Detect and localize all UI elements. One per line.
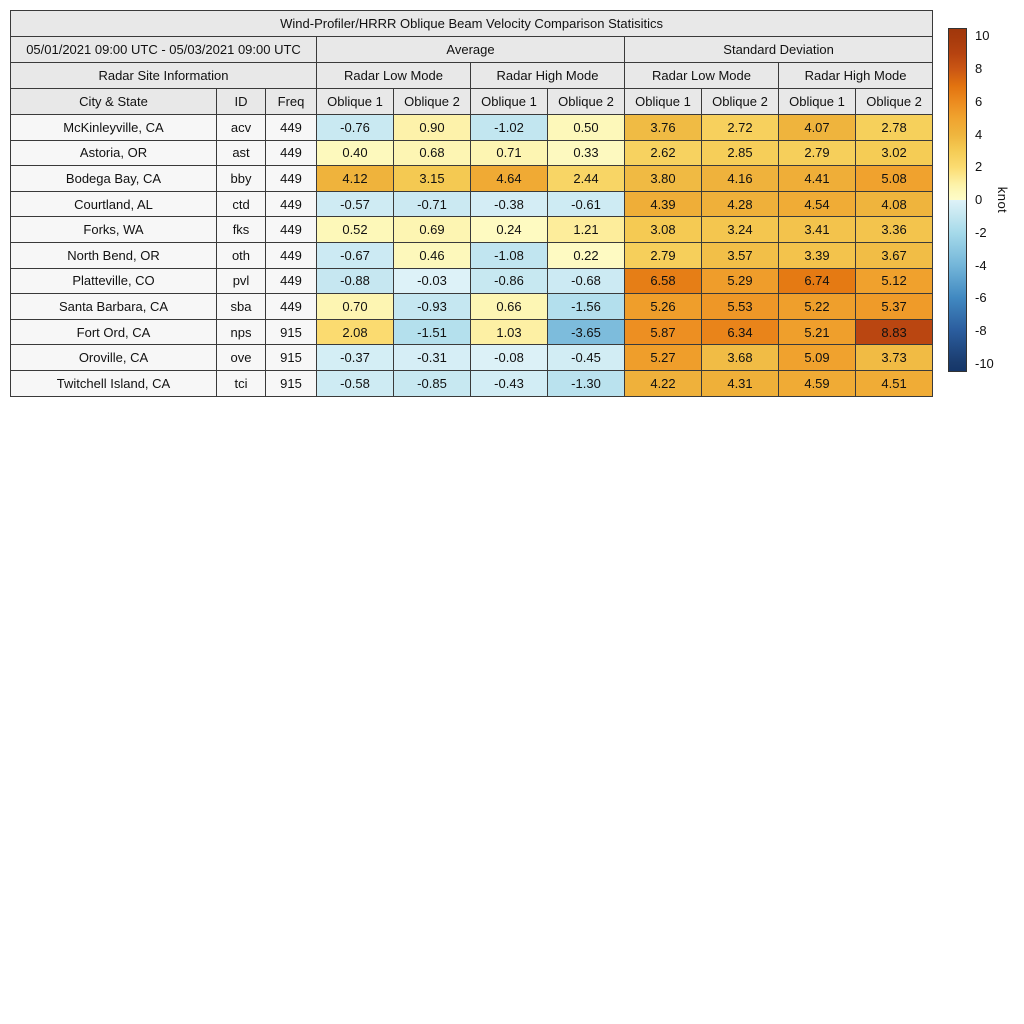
value-cell: 8.83 [856,319,933,345]
col-header-oblique: Oblique 2 [702,89,779,115]
value-cell: 3.24 [702,217,779,243]
city-cell: Oroville, CA [11,345,217,371]
freq-cell: 449 [266,242,317,268]
value-cell: 4.39 [625,191,702,217]
mode-header-avg-high: Radar High Mode [471,63,625,89]
value-cell: 0.71 [471,140,548,166]
value-cell: -1.56 [548,294,625,320]
colorbar-tick-label: 2 [975,159,983,175]
value-cell: 0.68 [394,140,471,166]
id-cell: sba [217,294,266,320]
city-cell: Forks, WA [11,217,217,243]
table-row [11,191,933,217]
value-cell: -0.57 [317,191,394,217]
value-cell: 0.70 [317,294,394,320]
col-header-city: City & State [11,89,217,115]
id-cell: nps [217,319,266,345]
col-header-oblique: Oblique 1 [779,89,856,115]
value-cell: 2.78 [856,115,933,141]
value-cell: -0.61 [548,191,625,217]
value-cell: 2.08 [317,319,394,345]
table-row [11,268,933,294]
city-cell: North Bend, OR [11,242,217,268]
col-header-id: ID [217,89,266,115]
table-row [11,166,933,192]
value-cell: 3.36 [856,217,933,243]
value-cell: 4.12 [317,166,394,192]
freq-cell: 915 [266,370,317,396]
id-cell: ove [217,345,266,371]
statistics-table [10,10,933,397]
colorbar-tick-label: -6 [975,290,987,306]
value-cell: -0.03 [394,268,471,294]
value-cell: 2.44 [548,166,625,192]
value-cell: 3.57 [702,242,779,268]
id-cell: pvl [217,268,266,294]
value-cell: 0.69 [394,217,471,243]
id-cell: oth [217,242,266,268]
value-cell: 6.74 [779,268,856,294]
value-cell: 3.41 [779,217,856,243]
value-cell: 4.16 [702,166,779,192]
col-header-oblique: Oblique 2 [394,89,471,115]
colorbar-tick-label: 8 [975,61,983,76]
city-cell: Fort Ord, CA [11,319,217,345]
value-cell: -0.76 [317,115,394,141]
value-cell: -1.08 [471,242,548,268]
mode-header-row [11,63,933,89]
value-cell: 4.54 [779,191,856,217]
value-cell: 4.22 [625,370,702,396]
value-cell: -0.67 [317,242,394,268]
value-cell: 5.21 [779,319,856,345]
value-cell: 2.79 [779,140,856,166]
value-cell: 3.73 [856,345,933,371]
value-cell: -3.65 [548,319,625,345]
freq-cell: 915 [266,319,317,345]
table-row [11,140,933,166]
value-cell: -0.93 [394,294,471,320]
value-cell: 4.41 [779,166,856,192]
value-cell: -0.58 [317,370,394,396]
value-cell: 4.64 [471,166,548,192]
colorbar-tick-label: 0 [975,192,983,207]
city-cell: Courtland, AL [11,191,217,217]
table-title: Wind-Profiler/HRRR Oblique Beam Velocity Comparison Statisitics [11,11,933,37]
value-cell: 5.12 [856,268,933,294]
colorbar-tick-label: 10 [975,28,990,44]
freq-cell: 449 [266,166,317,192]
city-cell: Astoria, OR [11,140,217,166]
colorbar-gradient [948,28,967,372]
freq-cell: 915 [266,345,317,371]
id-cell: bby [217,166,266,192]
value-cell: 3.02 [856,140,933,166]
colorbar-tick-label: -8 [975,323,987,338]
colorbar [948,28,1024,372]
freq-cell: 449 [266,268,317,294]
table-row [11,370,933,396]
colorbar-tick-label: 6 [975,93,983,109]
table-row [11,242,933,268]
value-cell: 4.31 [702,370,779,396]
col-header-oblique: Oblique 1 [317,89,394,115]
id-cell: fks [217,217,266,243]
value-cell: -0.45 [548,345,625,371]
value-cell: -0.38 [471,191,548,217]
id-cell: acv [217,115,266,141]
value-cell: 4.08 [856,191,933,217]
city-cell: Twitchell Island, CA [11,370,217,396]
freq-cell: 449 [266,115,317,141]
colorbar-tick-label: -4 [975,257,987,273]
value-cell: 6.58 [625,268,702,294]
id-cell: ctd [217,191,266,217]
freq-cell: 449 [266,140,317,166]
value-cell: -1.51 [394,319,471,345]
value-cell: 4.28 [702,191,779,217]
freq-cell: 449 [266,191,317,217]
value-cell: -0.08 [471,345,548,371]
colorbar-tick-label: 4 [975,126,983,142]
value-cell: -1.02 [471,115,548,141]
freq-cell: 449 [266,294,317,320]
value-cell: 4.51 [856,370,933,396]
value-cell: 0.50 [548,115,625,141]
value-cell: 3.15 [394,166,471,192]
value-cell: -0.85 [394,370,471,396]
table-row [11,294,933,320]
mode-header-std-low: Radar Low Mode [625,63,779,89]
value-cell: 2.85 [702,140,779,166]
value-cell: 2.79 [625,242,702,268]
group-header-row [11,37,933,63]
value-cell: 4.59 [779,370,856,396]
freq-cell: 449 [266,217,317,243]
value-cell: 3.80 [625,166,702,192]
value-cell: -0.68 [548,268,625,294]
group-std-header: Standard Deviation [625,37,933,63]
value-cell: -0.88 [317,268,394,294]
colorbar-tick-label: -2 [975,224,987,240]
value-cell: 1.21 [548,217,625,243]
value-cell: 5.08 [856,166,933,192]
value-cell: 0.40 [317,140,394,166]
value-cell: 5.87 [625,319,702,345]
table-body [11,115,933,397]
value-cell: 4.07 [779,115,856,141]
column-header-row [11,89,933,115]
table-row [11,345,933,371]
city-cell: McKinleyville, CA [11,115,217,141]
value-cell: 5.22 [779,294,856,320]
value-cell: 5.27 [625,345,702,371]
value-cell: -0.86 [471,268,548,294]
city-cell: Bodega Bay, CA [11,166,217,192]
value-cell: -0.43 [471,370,548,396]
value-cell: 5.37 [856,294,933,320]
table-row [11,319,933,345]
date-range: 05/01/2021 09:00 UTC - 05/03/2021 09:00 UTC [11,37,317,63]
group-average-header: Average [317,37,625,63]
col-header-oblique: Oblique 1 [625,89,702,115]
value-cell: 1.03 [471,319,548,345]
mode-header-std-high: Radar High Mode [779,63,933,89]
id-cell: ast [217,140,266,166]
value-cell: 6.34 [702,319,779,345]
value-cell: 5.29 [702,268,779,294]
table-row [11,217,933,243]
col-header-oblique: Oblique 1 [471,89,548,115]
value-cell: 3.67 [856,242,933,268]
value-cell: 0.46 [394,242,471,268]
city-cell: Santa Barbara, CA [11,294,217,320]
city-cell: Platteville, CO [11,268,217,294]
table-row [11,115,933,141]
site-info-header: Radar Site Information [11,63,317,89]
colorbar-axis-label: knot [995,186,1010,214]
value-cell: 5.09 [779,345,856,371]
value-cell: 0.22 [548,242,625,268]
col-header-oblique: Oblique 2 [548,89,625,115]
value-cell: 3.08 [625,217,702,243]
col-header-freq: Freq [266,89,317,115]
value-cell: 0.52 [317,217,394,243]
value-cell: -1.30 [548,370,625,396]
value-cell: 0.66 [471,294,548,320]
value-cell: -0.31 [394,345,471,371]
value-cell: 5.53 [702,294,779,320]
value-cell: 2.72 [702,115,779,141]
value-cell: -0.37 [317,345,394,371]
value-cell: 3.76 [625,115,702,141]
value-cell: 0.90 [394,115,471,141]
mode-header-avg-low: Radar Low Mode [317,63,471,89]
value-cell: 2.62 [625,140,702,166]
id-cell: tci [217,370,266,396]
col-header-oblique: Oblique 2 [856,89,933,115]
value-cell: -0.71 [394,191,471,217]
value-cell: 3.39 [779,242,856,268]
value-cell: 3.68 [702,345,779,371]
title-row [11,11,933,37]
colorbar-tick-label: -10 [975,355,994,371]
value-cell: 0.24 [471,217,548,243]
value-cell: 5.26 [625,294,702,320]
value-cell: 0.33 [548,140,625,166]
